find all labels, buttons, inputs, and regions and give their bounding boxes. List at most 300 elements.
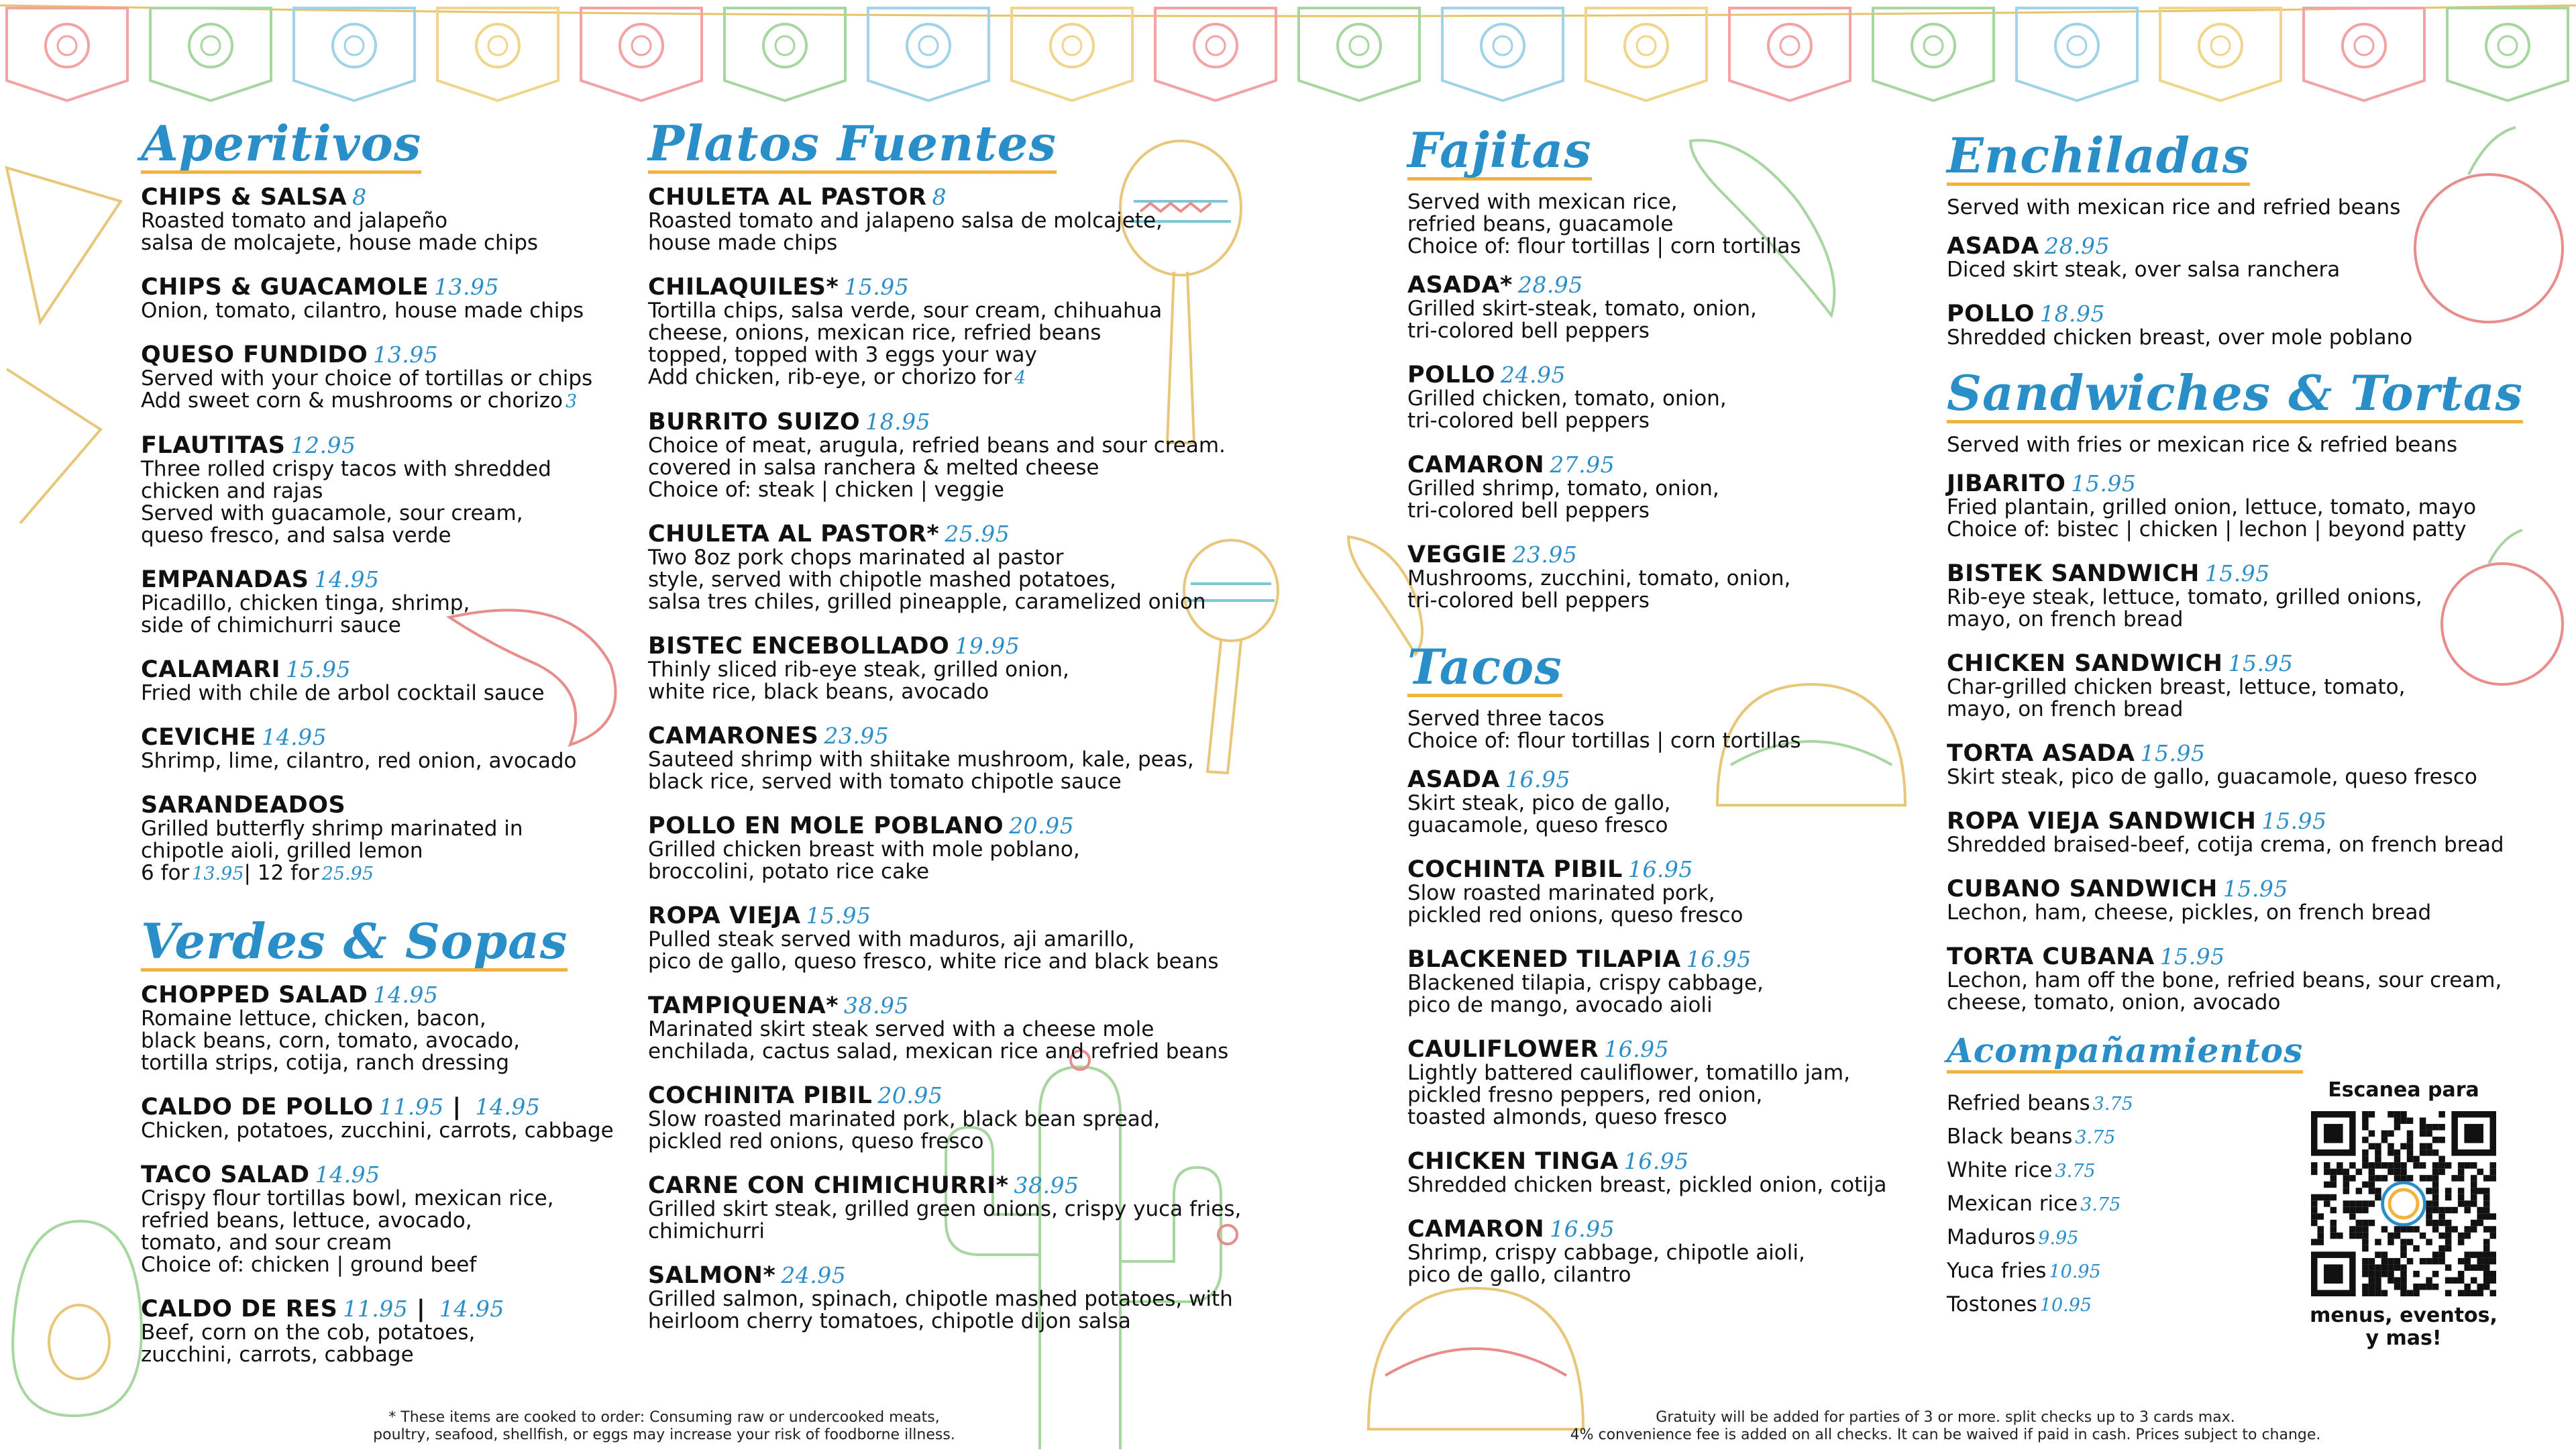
description-line: Beef, corn on the cob, potatoes, — [141, 1320, 476, 1345]
banner-flag — [724, 8, 845, 101]
menu-item-list — [1947, 234, 2551, 349]
description-line: heirloom cherry tomatoes, chipotle dijon salsa — [648, 1309, 1131, 1333]
menu-item-header — [648, 185, 1252, 210]
menu-item-header — [141, 982, 624, 1008]
column-2 — [648, 107, 1252, 1353]
platos-title: Platos Fuentes — [648, 119, 1057, 174]
menu-item-header — [1947, 809, 2551, 834]
description-line: cheese, tomato, onion, avocado — [1947, 990, 2281, 1015]
menu-item-description — [1407, 478, 1917, 522]
description-line: pickled red onions, queso fresco — [648, 1129, 984, 1153]
menu-item-name: COCHINITA PIBIL — [648, 1082, 873, 1109]
menu-item — [1407, 947, 1917, 1017]
menu-item-description — [141, 818, 624, 885]
side-item-name: White rice — [1947, 1158, 2053, 1182]
menu-item-price: 15.95 — [2071, 470, 2137, 497]
description-line: Chicken, potatoes, zucchini, carrots, cabbage — [141, 1119, 614, 1143]
menu-item-name: CHICKEN SANDWICH — [1947, 650, 2223, 677]
side-item-price: 10.95 — [2039, 1295, 2092, 1316]
menu-item-list — [141, 185, 624, 885]
menu-item-description — [648, 1288, 1252, 1333]
menu-item-header — [141, 657, 624, 682]
menu-item — [1407, 362, 1917, 432]
description-line: Shredded braised-beef, cotija crema, on french bread — [1947, 833, 2504, 857]
description-line: tri-colored bell peppers — [1407, 499, 1650, 523]
footer-left-line-2: poultry, seafood, shellfish, or eggs may increase your risk of foodborne illness. — [373, 1427, 955, 1443]
menu-item-price: 15.95 — [844, 274, 910, 300]
menu-item-name: CHICKEN TINGA — [1407, 1148, 1619, 1175]
acompanamientos-title: Acompañamientos — [1947, 1034, 2303, 1074]
menu-item-description — [648, 1198, 1252, 1243]
qr-caption-top: Escanea para — [2328, 1078, 2479, 1102]
description-line: Char-grilled chicken breast, lettuce, tomato, — [1947, 675, 2406, 699]
tacos-title: Tacos — [1407, 643, 1562, 697]
menu-item-name: CAMARONES — [648, 723, 819, 749]
menu-item — [1947, 471, 2551, 541]
menu-item-description — [141, 1188, 624, 1276]
price-separator: | — [443, 1094, 470, 1121]
menu-item-description — [648, 300, 1252, 389]
description-line: covered in salsa ranchera & melted cheese — [648, 456, 1099, 480]
fajitas-title: Fajitas — [1407, 126, 1592, 180]
description-line: Lechon, ham, cheese, pickles, on french bread — [1947, 900, 2432, 925]
section-intro — [1407, 191, 1917, 258]
menu-item-name: ASADA* — [1407, 272, 1513, 299]
menu-item-header — [1407, 767, 1917, 792]
menu-item — [1407, 1216, 1917, 1286]
papel-picado-banner — [0, 0, 2576, 107]
menu-item-header — [141, 433, 624, 458]
side-item-price: 10.95 — [2049, 1261, 2101, 1282]
menu-item-price: 24.95 — [781, 1262, 847, 1288]
footer-left-line-1: * These items are cooked to order: Consuming raw or undercooked meats, — [388, 1409, 940, 1426]
addon-text: 6 for — [141, 861, 190, 885]
banner-flag — [294, 8, 415, 101]
banner-flag — [1155, 8, 1276, 101]
menu-item — [1947, 561, 2551, 631]
description-line: Choice of: chicken | ground beef — [141, 1253, 477, 1277]
description-line: Three rolled crispy tacos with shredded — [141, 457, 551, 481]
menu-item-price: 28.95 — [2045, 233, 2110, 259]
menu-item-price: 15.95 — [286, 656, 352, 682]
description-line: Tortilla chips, salsa verde, sour cream, chihuahua — [648, 299, 1163, 323]
menu-item-header — [141, 1094, 624, 1120]
menu-item-price: 27.95 — [1550, 452, 1615, 478]
menu-item-price: 23.95 — [824, 723, 890, 749]
menu-item-list — [648, 185, 1252, 1333]
side-item-name: Mexican rice — [1947, 1192, 2078, 1216]
menu-item-header — [648, 521, 1252, 547]
menu-item-description — [141, 1322, 624, 1366]
menu-item-description — [648, 749, 1252, 793]
menu-item-price: 14.95 — [262, 724, 327, 750]
menu-item-header — [648, 409, 1252, 435]
description-line: salsa tres chiles, grilled pineapple, caramelized onion — [648, 590, 1206, 614]
menu-item-price: 14.95 — [373, 982, 439, 1008]
description-line: Onion, tomato, cilantro, house made chips — [141, 299, 584, 323]
menu-item — [1407, 857, 1917, 927]
description-line: pico de mango, avocado aioli — [1407, 993, 1713, 1017]
menu-item-description — [1947, 970, 2551, 1014]
menu-item-price: 16.95 — [1550, 1216, 1615, 1242]
menu-item-header — [1947, 876, 2551, 902]
menu-item-name: CALAMARI — [141, 656, 281, 683]
qr-caption-bottom-1: menus, eventos, — [2310, 1304, 2498, 1327]
menu-item-list — [1947, 471, 2551, 1014]
menu-item-name: CARNE CON CHIMICHURRI* — [648, 1172, 1009, 1199]
menu-item-name: ASADA — [1407, 766, 1501, 793]
menu-item-name: TORTA CUBANA — [1947, 943, 2155, 970]
description-line: Fried with chile de arbol cocktail sauce — [141, 681, 545, 705]
description-line: Picadillo, chicken tinga, shrimp, — [141, 591, 470, 615]
description-line: house made chips — [648, 231, 838, 255]
menu-item — [648, 993, 1252, 1063]
menu-item-name: CAMARON — [1407, 1216, 1545, 1243]
menu-item-header — [1407, 542, 1917, 568]
description-line: tomato, and sour cream — [141, 1231, 392, 1255]
footer-right-line-2: 4% convenience fee is added on all checks. It can be waived if paid in cash. Prices subject to change. — [1570, 1427, 2321, 1443]
menu-item-price-2: 14.95 — [475, 1094, 541, 1120]
description-line: Grilled shrimp, tomato, onion, — [1407, 476, 1719, 501]
menu-item-description — [648, 929, 1252, 973]
menu-item — [1947, 809, 2551, 856]
menu-item-description — [141, 210, 624, 254]
menu-item — [141, 1094, 624, 1142]
menu-item-name: TAMPIQUENA* — [648, 992, 839, 1019]
verdes-title: Verdes & Sopas — [141, 917, 568, 972]
description-line: Mushrooms, zucchini, tomato, onion, — [1407, 566, 1791, 590]
menu-item-description — [1947, 327, 2551, 349]
menu-item-name: JIBARITO — [1947, 470, 2066, 497]
menu-item-name: CAMARON — [1407, 452, 1545, 478]
description-line: topped, topped with 3 eggs your way — [648, 343, 1037, 367]
description-line: refried beans, lettuce, avocado, — [141, 1208, 472, 1233]
description-line: Crispy flour tortillas bowl, mexican rice, — [141, 1186, 554, 1210]
menu-item-list — [1407, 272, 1917, 612]
menu-item-description — [1947, 766, 2551, 788]
menu-item-header — [141, 1162, 624, 1188]
menu-item-price: 16.95 — [1505, 766, 1571, 792]
menu-item-price: 12.95 — [290, 432, 356, 458]
banner-flag — [868, 8, 989, 101]
side-item-price: 3.75 — [2080, 1194, 2121, 1215]
menu-item-name: CEVICHE — [141, 724, 257, 751]
menu-item-price: 15.95 — [2222, 876, 2288, 902]
banner-flag — [7, 8, 127, 101]
menu-item-price: 15.95 — [2261, 808, 2327, 834]
menu-item-price: 16.95 — [1623, 1148, 1689, 1174]
intro-line: Choice of: flour tortillas | corn tortillas — [1407, 729, 1801, 753]
description-line: chipotle aioli, grilled lemon — [141, 839, 423, 863]
description-line: Skirt steak, pico de gallo, — [1407, 791, 1671, 815]
description-line: chicken and rajas — [141, 479, 323, 503]
menu-item-header — [1407, 857, 1917, 882]
section-intro — [1947, 197, 2551, 219]
menu-item-header — [1947, 471, 2551, 497]
menu-item — [648, 274, 1252, 389]
side-item-price: 9.95 — [2038, 1228, 2079, 1249]
column-1 — [141, 107, 624, 1386]
menu-item-header — [141, 792, 624, 818]
menu-item — [141, 185, 624, 254]
intro-line: Served with fries or mexican rice & refried beans — [1947, 433, 2458, 457]
side-item-name: Tostones — [1947, 1292, 2037, 1316]
menu-item-price: 38.95 — [844, 992, 909, 1019]
qr-code-icon[interactable] — [2311, 1111, 2496, 1296]
menu-item-header — [1947, 561, 2551, 586]
menu-item — [648, 521, 1252, 613]
menu-item-header — [648, 1173, 1252, 1198]
menu-item-header — [1407, 362, 1917, 388]
menu-item-list — [141, 982, 624, 1366]
menu-item-header — [648, 274, 1252, 300]
menu-item-name: BLACKENED TILAPIA — [1407, 946, 1681, 973]
banner-flag — [2017, 8, 2137, 101]
side-item-price: 3.75 — [2092, 1094, 2133, 1114]
description-line: Choice of meat, arugula, refried beans and sour cream. — [648, 433, 1226, 458]
menu-item-description — [1947, 676, 2551, 721]
menu-item-name: BURRITO SUIZO — [648, 409, 861, 435]
side-item-name: Black beans — [1947, 1125, 2073, 1149]
menu-item-description — [1947, 586, 2551, 631]
enchiladas-title: Enchiladas — [1947, 132, 2250, 186]
menu-item-header — [1407, 272, 1917, 298]
addon-price: 13.95 — [192, 864, 244, 884]
menu-item-description — [1947, 902, 2551, 924]
description-line: Blackened tilapia, crispy cabbage, — [1407, 971, 1764, 995]
menu-item-name: CHIPS & SALSA — [141, 184, 347, 211]
menu-item — [141, 433, 624, 547]
menu-item — [1947, 651, 2551, 721]
qr-block[interactable] — [2300, 1079, 2508, 1350]
menu-item-addon — [648, 366, 1252, 389]
description-line: guacamole, queso fresco — [1407, 813, 1668, 837]
description-line: Thinly sliced rib-eye steak, grilled onion, — [648, 658, 1069, 682]
menu-item-description — [648, 1108, 1252, 1153]
banner-flag — [1586, 8, 1707, 101]
menu-item — [141, 792, 624, 885]
description-line: Rib-eye steak, lettuce, tomato, grilled onions, — [1947, 585, 2422, 609]
menu-item-name: CHILAQUILES* — [648, 274, 839, 301]
description-line: Served with guacamole, sour cream, — [141, 501, 523, 525]
menu-item-price: 8 — [352, 184, 367, 210]
menu-item — [1947, 741, 2551, 788]
menu-item-description — [1947, 834, 2551, 856]
menu-item — [648, 723, 1252, 793]
addon-text: Add chicken, rib-eye, or chorizo for — [648, 365, 1012, 389]
description-line: toasted almonds, queso fresco — [1407, 1105, 1727, 1129]
menu-item-price: 16.95 — [1604, 1036, 1670, 1062]
footer-right-line-1: Gratuity will be added for parties of 3 or more. split checks up to 3 cards max. — [1656, 1409, 2235, 1426]
menu-item — [141, 1162, 624, 1276]
menu-item-description — [141, 300, 624, 322]
description-line: Slow roasted marinated pork, — [1407, 881, 1715, 905]
intro-line: Served three tacos — [1407, 707, 1605, 731]
intro-line: Served with mexican rice, — [1407, 190, 1678, 214]
menu-item-price: 24.95 — [1501, 362, 1566, 388]
fajitas-section — [1407, 121, 1917, 613]
description-line: enchilada, cactus salad, mexican rice and refried beans — [648, 1039, 1229, 1064]
menu-item-name: FLAUTITAS — [141, 432, 286, 459]
qr-caption-bottom-2: y mas! — [2365, 1327, 2442, 1350]
description-line: pico de gallo, cilantro — [1407, 1263, 1631, 1287]
menu-item-name: SARANDEADOS — [141, 792, 346, 819]
addon-text-2: | 12 for — [244, 861, 319, 885]
section-intro — [1947, 434, 2551, 456]
description-line: tortilla strips, cotija, ranch dressing — [141, 1051, 509, 1075]
description-line: side of chimichurri sauce — [141, 613, 401, 637]
menu-item-header — [648, 813, 1252, 839]
menu-item-name: COCHINTA PIBIL — [1407, 856, 1623, 883]
menu-item-name: CHULETA AL PASTOR — [648, 184, 927, 211]
menu-item-price: 28.95 — [1517, 272, 1583, 298]
menu-item — [648, 185, 1252, 254]
description-line: tri-colored bell peppers — [1407, 588, 1650, 613]
sandwiches-title: Sandwiches & Tortas — [1947, 369, 2523, 423]
price-separator: | — [408, 1296, 434, 1323]
menu-item — [1407, 272, 1917, 342]
description-line: pickled red onions, queso fresco — [1407, 903, 1743, 927]
menu-item-header — [1407, 1037, 1917, 1062]
description-line: mayo, on french bread — [1947, 697, 2184, 721]
menu-item-price: 11.95 — [378, 1094, 444, 1120]
description-line: style, served with chipotle mashed potatoes, — [648, 568, 1116, 592]
menu-item-description — [141, 750, 624, 772]
menu-item-addon — [141, 862, 624, 885]
footer-disclaimer — [322, 1409, 1006, 1444]
menu-item-price: 13.95 — [433, 274, 499, 300]
description-line: cheese, onions, mexican rice, refried beans — [648, 321, 1102, 345]
menu-item-name: CHIPS & GUACAMOLE — [141, 274, 429, 301]
menu-item — [648, 409, 1252, 501]
menu-item-price: 16.95 — [1627, 856, 1693, 882]
menu-item-price: 18.95 — [865, 409, 931, 435]
menu-item-name: QUESO FUNDIDO — [141, 342, 368, 368]
description-line: salsa de molcajete, house made chips — [141, 231, 539, 255]
description-line: queso fresco, and salsa verde — [141, 523, 451, 548]
sandwiches-section — [1947, 364, 2551, 1015]
description-line: Grilled salmon, spinach, chipotle mashed potatoes, with — [648, 1287, 1233, 1311]
menu-item-name: ROPA VIEJA SANDWICH — [1947, 808, 2257, 835]
side-item-name: Yuca fries — [1947, 1259, 2047, 1283]
menu-item-header — [141, 1296, 624, 1322]
menu-item-header — [1947, 301, 2551, 327]
menu-item-description — [1407, 792, 1917, 837]
aperitivos-section — [141, 115, 624, 885]
menu-item-header — [1947, 944, 2551, 970]
menu-item-price: 18.95 — [2040, 301, 2105, 327]
banner-flag — [581, 8, 702, 101]
description-line: Grilled chicken, tomato, onion, — [1407, 386, 1727, 411]
menu-item-header — [648, 903, 1252, 929]
addon-text: Add sweet corn & mushrooms or chorizo — [141, 388, 563, 413]
menu-item-name: CALDO DE POLLO — [141, 1094, 374, 1121]
menu-item-header — [141, 567, 624, 592]
description-line: Roasted tomato and jalapeno salsa de molcajete, — [648, 209, 1163, 233]
intro-line: Served with mexican rice and refried beans — [1947, 195, 2401, 219]
menu-item-description — [1407, 1062, 1917, 1129]
menu-item-description — [648, 435, 1252, 501]
menu-item-price: 20.95 — [877, 1082, 943, 1108]
banner-flag — [1729, 8, 1850, 101]
menu-item-header — [141, 274, 624, 300]
menu-item — [648, 813, 1252, 883]
tacos-section — [1407, 638, 1917, 1287]
banner-flag — [1442, 8, 1563, 101]
menu-item-name: BISTEK SANDWICH — [1947, 560, 2200, 587]
description-line: Two 8oz pork chops marinated al pastor — [648, 546, 1064, 570]
banner-flag — [2160, 8, 2281, 101]
footer-policy — [1516, 1409, 2375, 1444]
description-line: black beans, corn, tomato, avocado, — [141, 1029, 520, 1053]
description-line: Roasted tomato and jalapeño — [141, 209, 448, 233]
description-line: chimichurri — [648, 1219, 765, 1243]
section-intro — [1407, 708, 1917, 752]
description-line: Choice of: bistec | chicken | lechon | beyond patty — [1947, 517, 2467, 541]
menu-item-description — [141, 458, 624, 547]
description-line: Sauteed shrimp with shiitake mushroom, kale, peas, — [648, 747, 1194, 772]
menu-item — [648, 1173, 1252, 1243]
menu-item-price: 15.95 — [2204, 560, 2270, 586]
menu-item-description — [648, 839, 1252, 883]
menu-item — [648, 903, 1252, 973]
menu-item-name: VEGGIE — [1407, 541, 1507, 568]
menu-item-description — [141, 1120, 624, 1142]
menu-item-header — [1407, 1216, 1917, 1242]
banner-flag — [437, 8, 558, 101]
intro-line: refried beans, guacamole — [1407, 212, 1674, 236]
menu-item-price: 14.95 — [314, 566, 380, 592]
description-line: Grilled skirt steak, grilled green onions, crispy yuca fries, — [648, 1197, 1242, 1221]
column-3 — [1407, 107, 1917, 1306]
menu-item-name: SALMON* — [648, 1262, 776, 1289]
menu-item — [141, 274, 624, 322]
menu-item-header — [648, 1263, 1252, 1288]
menu-item-name: POLLO — [1947, 301, 2035, 327]
menu-item — [1947, 234, 2551, 281]
description-line: Shredded chicken breast, over mole poblano — [1947, 325, 2413, 350]
menu-item-price: 15.95 — [2159, 943, 2225, 970]
menu-item — [1947, 876, 2551, 924]
menu-item-price: 15.95 — [806, 902, 871, 929]
banner-flag — [2447, 8, 2568, 101]
description-line: Served with your choice of tortillas or chips — [141, 366, 593, 391]
menu-item-price: 13.95 — [373, 342, 439, 368]
description-line: black rice, served with tomato chipotle sauce — [648, 770, 1122, 794]
description-line: broccolini, potato rice cake — [648, 860, 930, 884]
menu-item — [1407, 767, 1917, 837]
menu-item-description — [1407, 568, 1917, 612]
banner-flag — [1012, 8, 1132, 101]
banner-flag — [1299, 8, 1419, 101]
description-line: mayo, on french bread — [1947, 607, 2184, 631]
menu-item-header — [648, 993, 1252, 1019]
menu-item-header — [1947, 234, 2551, 259]
menu-item — [648, 1083, 1252, 1153]
menu-item-header — [141, 185, 624, 210]
menu-item-list — [1407, 767, 1917, 1286]
description-line: Grilled chicken breast with mole poblano, — [648, 837, 1080, 862]
menu-item-header — [648, 1083, 1252, 1108]
side-item-name: Maduros — [1947, 1225, 2036, 1249]
menu-item-description — [1407, 882, 1917, 927]
menu-item-price: 25.95 — [945, 521, 1010, 547]
menu-item-description — [1407, 1174, 1917, 1196]
description-line: tri-colored bell peppers — [1407, 409, 1650, 433]
description-line: Lightly battered cauliflower, tomatillo jam, — [1407, 1061, 1850, 1085]
menu-item-price: 19.95 — [955, 633, 1020, 659]
menu-item-description — [648, 659, 1252, 703]
